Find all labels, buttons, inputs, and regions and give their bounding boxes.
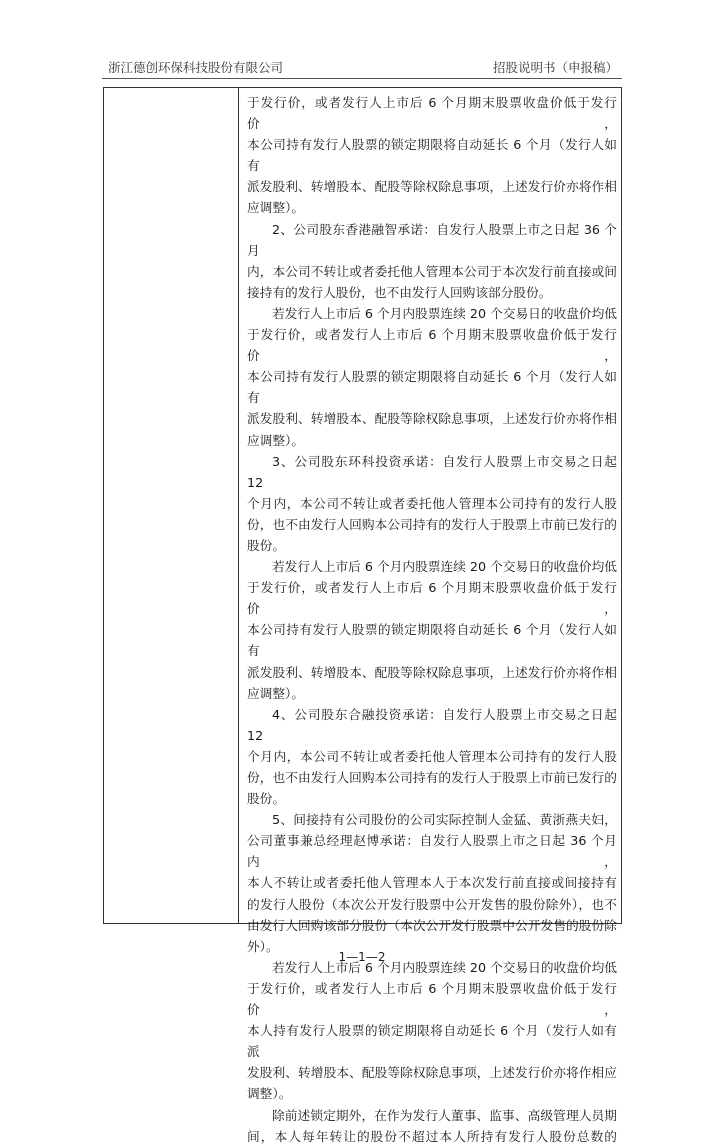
column-divider — [238, 88, 239, 923]
text-line: 发股利、转增股本、配股等除权除息事项，上述发行价亦将作相应 — [247, 1065, 617, 1081]
text-line: 本公司持有发行人股票的锁定期限将自动延长 6 个月（发行人如有 — [247, 622, 617, 659]
text-line: 应调整）。 — [247, 685, 305, 701]
text-line: 于发行价，或者发行人上市后 6 个月期末股票收盘价低于发行价， — [247, 580, 617, 617]
text-line: 3、公司股东环科投资承诺：自发行人股票上市交易之日起 12 — [247, 453, 617, 490]
text-line: 内，本公司不转让或者委托他人管理本公司于本次发行前直接或间 — [247, 263, 617, 279]
header-divider — [102, 78, 622, 79]
text-line: 派发股利、转增股本、配股等除权除息事项，上述发行价亦将作相 — [247, 664, 617, 680]
text-line: 由发行人回购该部分股份（本次公开发行股票中公开发售的股份除 — [247, 917, 617, 933]
text-line: 本人持有发行人股票的锁定期限将自动延长 6 个月（发行人如有派 — [247, 1023, 617, 1060]
text-line: 于发行价，或者发行人上市后 6 个月期末股票收盘价低于发行价， — [247, 95, 617, 132]
text-line: 接持有的发行人股份，也不由发行人回购该部分股份。 — [247, 284, 552, 300]
text-line: 应调整）。 — [247, 200, 305, 216]
text-line: 4、公司股东合融投资承诺：自发行人股票上市交易之日起 12 — [247, 706, 617, 743]
text-line: 5、间接持有公司股份的公司实际控制人金猛、黄浙燕夫妇， — [272, 812, 617, 828]
text-line: 的发行人股份（本次公开发行股票中公开发售的股份除外），也不 — [247, 896, 617, 912]
text-line: 个月内，本公司不转让或者委托他人管理本公司持有的发行人股 — [247, 495, 617, 511]
text-line: 调整）。 — [247, 1086, 292, 1102]
text-line: 本公司持有发行人股票的锁定期限将自动延长 6 个月（发行人如有 — [247, 369, 617, 406]
text-line: 除前述锁定期外，在作为发行人董事、监事、高级管理人员期 — [272, 1107, 617, 1123]
text-line: 2、公司股东香港融智承诺：自发行人股票上市之日起 36 个月 — [247, 221, 617, 258]
text-line: 个月内，本公司不转让或者委托他人管理本公司持有的发行人股 — [247, 748, 617, 764]
text-line: 公司董事兼总经理赵博承诺：自发行人股票上市之日起 36 个月内， — [247, 833, 617, 870]
table-content-cell — [247, 92, 617, 1147]
text-line: 股份。 — [247, 537, 286, 553]
text-line: 派发股利、转增股本、配股等除权除息事项，上述发行价亦将作相 — [247, 179, 617, 195]
text-line: 本公司持有发行人股票的锁定期限将自动延长 6 个月（发行人如有 — [247, 137, 617, 174]
text-line: 外）。 — [247, 938, 279, 954]
text-line: 份，也不由发行人回购本公司持有的发行人于股票上市前已发行的 — [247, 516, 617, 532]
text-line: 股份。 — [247, 791, 286, 807]
text-line: 于发行价，或者发行人上市后 6 个月期末股票收盘价低于发行价， — [247, 327, 617, 364]
text-line: 派发股利、转增股本、配股等除权除息事项，上述发行价亦将作相 — [247, 411, 617, 427]
text-line: 本人不转让或者委托他人管理本人于本次发行前直接或间接持有 — [247, 875, 617, 891]
page-header — [102, 56, 622, 78]
text-line: 若发行人上市后 6 个月内股票连续 20 个交易日的收盘价均低 — [272, 559, 617, 575]
text-line: 若发行人上市后 6 个月内股票连续 20 个交易日的收盘价均低 — [272, 959, 617, 975]
text-line: 份，也不由发行人回购本公司持有的发行人于股票上市前已发行的 — [247, 770, 617, 785]
text-line: 间，本人每年转让的股份不超过本人所持有发行人股份总数的 — [247, 1128, 617, 1144]
company-name: 浙江德创环保科技股份有限公司 — [108, 60, 284, 75]
text-line: 若发行人上市后 6 个月内股票连续 20 个交易日的收盘价均低 — [272, 305, 617, 321]
text-line: 应调整）。 — [247, 432, 305, 448]
text-line: 于发行价，或者发行人上市后 6 个月期末股票收盘价低于发行价， — [247, 980, 617, 1018]
document-title: 招股说明书（申报稿） — [492, 60, 618, 75]
page-number: 1—1—2 — [338, 950, 386, 964]
